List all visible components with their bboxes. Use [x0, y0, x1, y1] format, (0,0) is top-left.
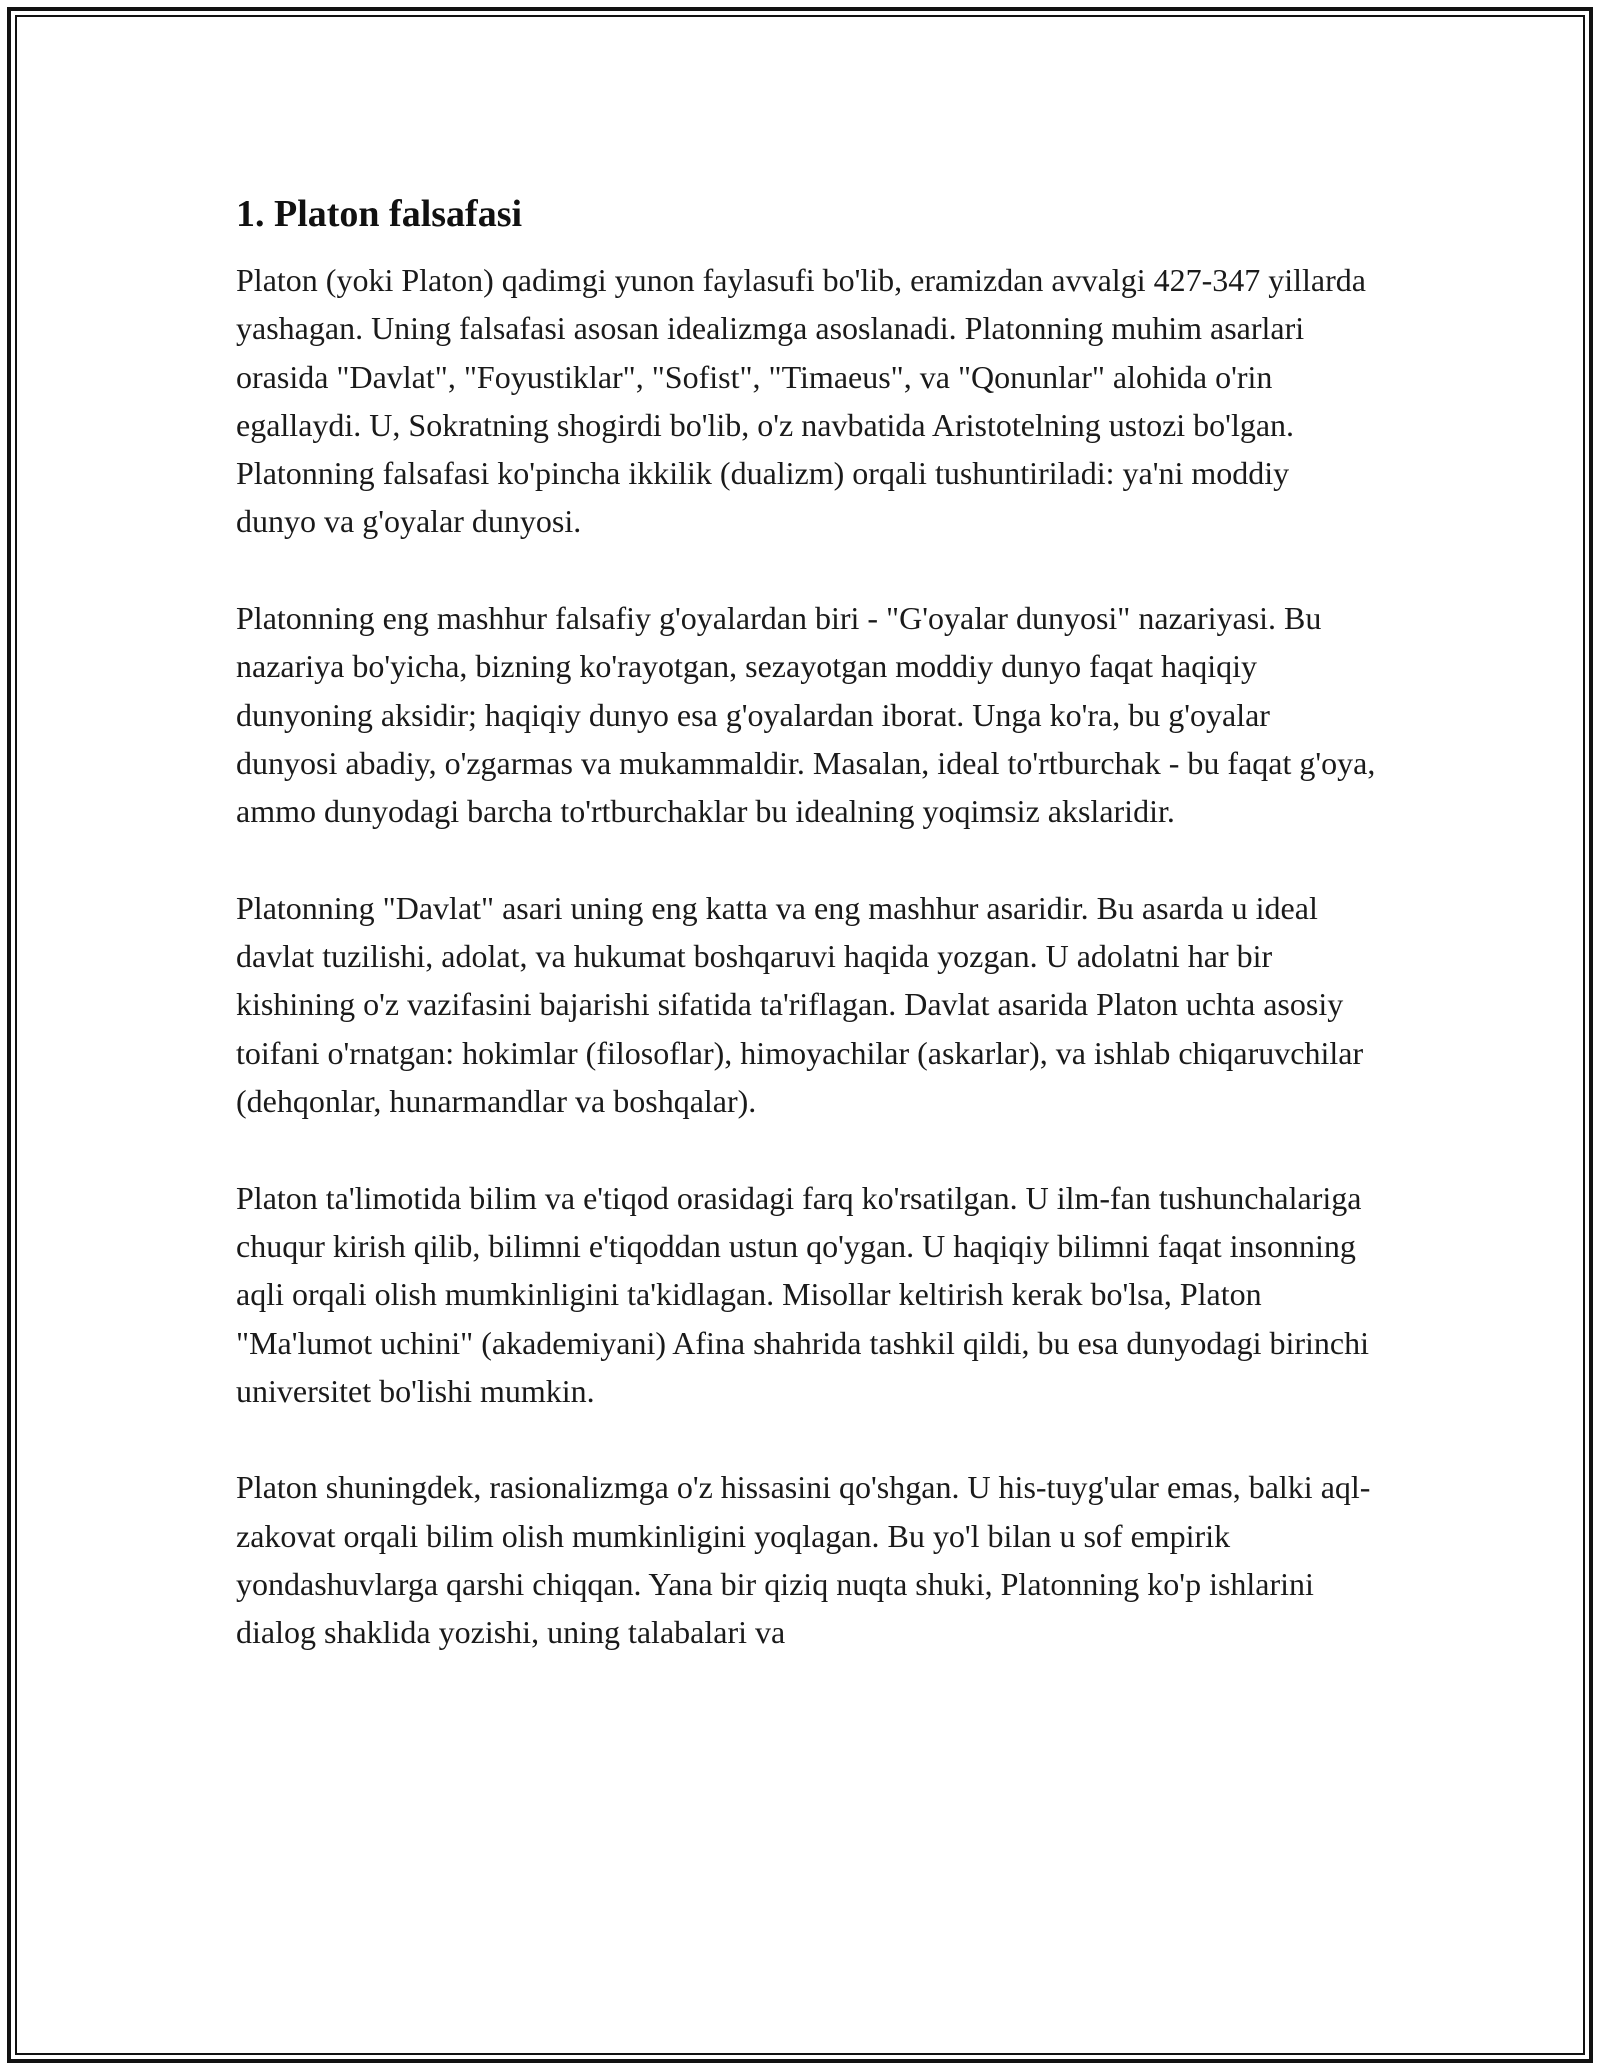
- paragraph-2: Platonning eng mashhur falsafiy g'oyalardan biri - "G'oyalar dunyosi" nazariyasi. Bu nazariya bo'yicha, bizning ko'rayotgan, sezayotgan moddiy dunyo faqat haqiqiy dunyoning aksidir; haqiqiy dunyo esa g'oyalardan iborat. Unga ko'ra, bu g'oyalar dunyosi abadiy, o'zgarmas va mukammaldir. Masalan, ideal to'rtburchak - bu faqat g'oya, ammo dunyodagi barcha to'rtburchaklar bu idealning yoqimsiz akslaridir.: [236, 600, 1376, 830]
- paragraph-3: Platonning "Davlat" asari uning eng katta va eng mashhur asaridir. Bu asarda u ideal davlat tuzilishi, adolat, va hukumat boshqaruvi haqida yozgan. U adolatni har bir kishining o'z vazifasini bajarishi sifatida ta'riflagan. Davlat asarida Platon uchta asosiy toifani o'rnatgan: hokimlar (filosoflar), himoyachilar (askarlar), va ishlab chiqaruvchilar (dehqonlar, hunarmandlar va boshqalar).: [236, 889, 1364, 1120]
- document-body: [236, 186, 1376, 1657]
- page-title: 1. Platon falsafasi: [236, 193, 523, 235]
- paragraph-5: Platon shuningdek, rasionalizmga o'z hissasini qo'shgan. U his-tuyg'ular emas, balki aql-zakovat orqali bilim olish mumkinligini yoqlagan. Bu yo'l bilan u sof empirik yondashuvlarga qarshi chiqqan. Yana bir qiziq nuqta shuki, Platonning ko'p ishlarini dialog shaklida yozishi, uning talabalari va: [236, 1469, 1371, 1651]
- paragraph-4: Platon ta'limotida bilim va e'tiqod orasidagi farq ko'rsatilgan. U ilm-fan tushunchalariga chuqur kirish qilib, bilimni e'tiqoddan ustun qo'ygan. U haqiqiy bilimni faqat insonning aqli orqali olish mumkinligini ta'kidlagan. Misollar keltirish kerak bo'lsa, Platon "Ma'lumot uchini" (akademiyani) Afina shahrida tashkil qildi, bu esa dunyodagi birinchi universitet bo'lishi mumkin.: [236, 1179, 1369, 1409]
- paragraph-1: Platon (yoki Platon) qadimgi yunon faylasufi bo'lib, eramizdan avvalgi 427-347 yillarda yashagan. Uning falsafasi asosan idealizmga asoslanadi. Platonning muhim asarlari orasida "Davlat", "Foyustiklar", "Sofist", "Timaeus", va "Qonunlar" alohida o'rin egallaydi. U, Sokratning shogirdi bo'lib, o'z navbatida Aristotelning ustozi bo'lgan. Platonning falsafasi ko'pincha ikkilik (dualizm) orqali tushuntiriladi: ya'ni moddiy dunyo va g'oyalar dunyosi.: [236, 262, 1366, 540]
